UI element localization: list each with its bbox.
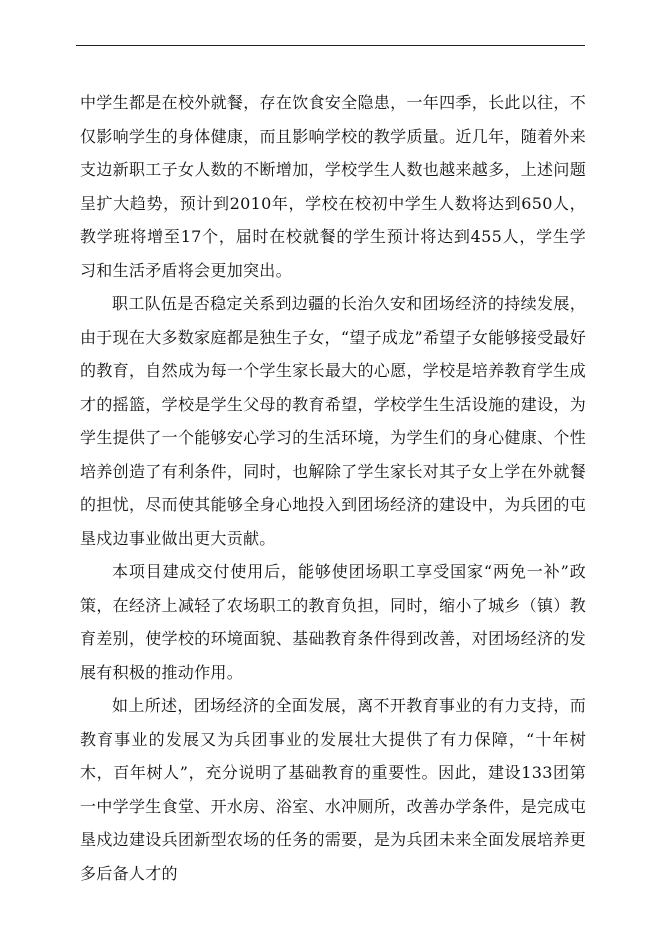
header-rule (76, 45, 585, 46)
paragraph-workforce-stability: 职工队伍是否稳定关系到边疆的长治久安和团场经济的持续发展，由于现在大多数家庭都是独生子女，“望子成龙”希望子女能够接受最好的教育，自然成为每一个学生家长最大的心愿，学校是培养教育学生成才的摇篮，学校是学生父母的教育希望，学校学生生活设施的建设，为学生提供了一个能够安心学习的生活环境，为学生们的身心健康、个性培养创造了有利条件，同时，也解除了学生家长对其子女上学在外就餐的担忧，尽而使其能够全身心地投入到团场经济的建设中，为兵团的屯垦戍边事业做出更大贡献。 (80, 294, 586, 548)
paragraph-project-benefits: 本项目建成交付使用后，能够使团场职工享受国家“两免一补”政策，在经济上减轻了农场职工的教育负担，同时，缩小了城乡（镇）教育差别，使学校的环境面貌、基础教育条件得到改善，对团场经济的发展有积极的推动作用。 (80, 562, 586, 682)
paragraph-continuation: 中学生都是在校外就餐，存在饮食安全隐患，一年四季，长此以往，不仅影响学生的身体健康，而且影响学校的教学质量。近几年，随着外来支边新职工子女人数的不断增加，学校学生人数也越来越多，上述问题呈扩大趋势，预计到2010年，学校在校初中学生人数将达到650人，教学班将增至17个，届时在校就餐的学生预计将达到455人，学生学习和生活矛盾将会更加突出。 (80, 93, 586, 280)
document-body (80, 86, 586, 890)
paragraph-conclusion: 如上所述，团场经济的全面发展，离不开教育事业的有力支持，而教育事业的发展又为兵团事业的发展壮大提供了有力保障，“十年树木，百年树人”，充分说明了基础教育的重要性。因此，建设133团第一中学学生食堂、开水房、浴室、水冲厕所，改善办学条件，是完成屯垦戍边建设兵团新型农场的任务的需要，是为兵团未来全面发展培养更多后备人才的 (80, 696, 586, 883)
